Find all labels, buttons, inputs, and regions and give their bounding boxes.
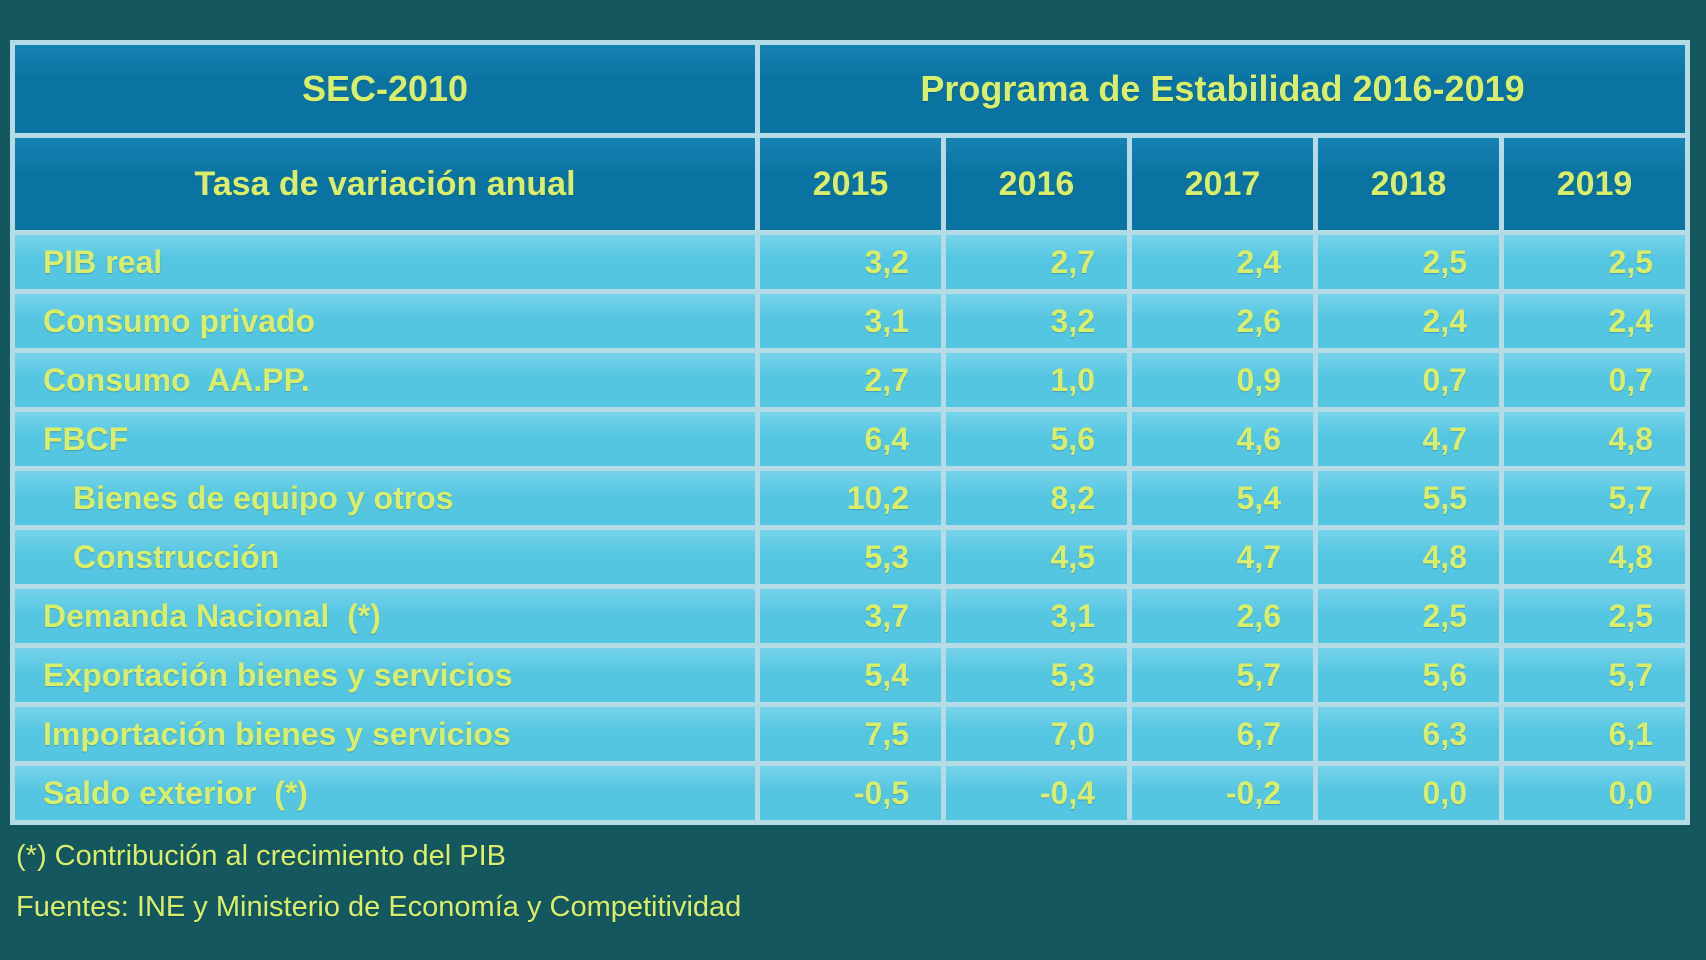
year-header-2016: 2016: [946, 138, 1127, 230]
table-row: [15, 707, 1685, 761]
value-cell: 2,5: [1318, 235, 1499, 289]
row-label: Demanda Nacional (*): [15, 589, 755, 643]
value-cell: 4,8: [1504, 412, 1685, 466]
value-cell: 3,7: [760, 589, 941, 643]
value-cell: 10,2: [760, 471, 941, 525]
value-cell: 2,4: [1504, 294, 1685, 348]
value-cell: 4,8: [1504, 530, 1685, 584]
table-row: [15, 648, 1685, 702]
value-cell: 2,5: [1504, 235, 1685, 289]
value-cell: 6,3: [1318, 707, 1499, 761]
value-cell: 2,5: [1504, 589, 1685, 643]
value-cell: 1,0: [946, 353, 1127, 407]
value-cell: 5,5: [1318, 471, 1499, 525]
value-cell: 3,2: [760, 235, 941, 289]
value-cell: 5,7: [1504, 471, 1685, 525]
value-cell: 3,2: [946, 294, 1127, 348]
value-cell: 5,6: [1318, 648, 1499, 702]
value-cell: 5,7: [1504, 648, 1685, 702]
value-cell: 0,0: [1318, 766, 1499, 820]
table-row: [15, 353, 1685, 407]
value-cell: 6,7: [1132, 707, 1313, 761]
value-cell: 0,9: [1132, 353, 1313, 407]
table-row: [15, 412, 1685, 466]
row-header-tasa-variacion: Tasa de variación anual: [15, 138, 755, 230]
row-label: Saldo exterior (*): [15, 766, 755, 820]
value-cell: -0,5: [760, 766, 941, 820]
value-cell: 6,4: [760, 412, 941, 466]
value-cell: 2,7: [946, 235, 1127, 289]
value-cell: -0,4: [946, 766, 1127, 820]
value-cell: 8,2: [946, 471, 1127, 525]
value-cell: 2,6: [1132, 589, 1313, 643]
row-label: Exportación bienes y servicios: [15, 648, 755, 702]
row-label: Importación bienes y servicios: [15, 707, 755, 761]
table-row: [15, 530, 1685, 584]
value-cell: 4,7: [1318, 412, 1499, 466]
value-cell: 5,7: [1132, 648, 1313, 702]
value-cell: -0,2: [1132, 766, 1313, 820]
table-row: [15, 294, 1685, 348]
value-cell: 2,4: [1318, 294, 1499, 348]
table-row: [15, 471, 1685, 525]
row-label: Consumo privado: [15, 294, 755, 348]
table-title-programa-estabilidad: Programa de Estabilidad 2016-2019: [760, 45, 1685, 133]
year-header-2015: 2015: [760, 138, 941, 230]
footnotes: [16, 842, 741, 944]
year-header-2018: 2018: [1318, 138, 1499, 230]
value-cell: 5,4: [1132, 471, 1313, 525]
year-header-row: [15, 138, 1685, 230]
value-cell: 2,7: [760, 353, 941, 407]
footnote-contribution: (*) Contribución al crecimiento del PIB: [16, 840, 506, 872]
row-label: PIB real: [15, 235, 755, 289]
value-cell: 2,4: [1132, 235, 1313, 289]
table-row: [15, 235, 1685, 289]
value-cell: 5,4: [760, 648, 941, 702]
value-cell: 3,1: [946, 589, 1127, 643]
value-cell: 4,6: [1132, 412, 1313, 466]
year-header-2019: 2019: [1504, 138, 1685, 230]
value-cell: 7,0: [946, 707, 1127, 761]
value-cell: 2,5: [1318, 589, 1499, 643]
value-cell: 4,8: [1318, 530, 1499, 584]
footnote-sources: Fuentes: INE y Ministerio de Economía y Competitividad: [16, 891, 742, 923]
row-label: Consumo AA.PP.: [15, 353, 755, 407]
value-cell: 7,5: [760, 707, 941, 761]
row-label: FBCF: [15, 412, 755, 466]
table-title-sec2010: SEC-2010: [15, 45, 755, 133]
value-cell: 6,1: [1504, 707, 1685, 761]
row-label: Construcción: [15, 530, 755, 584]
value-cell: 0,0: [1504, 766, 1685, 820]
row-label: Bienes de equipo y otros: [15, 471, 755, 525]
value-cell: 5,3: [946, 648, 1127, 702]
value-cell: 4,7: [1132, 530, 1313, 584]
value-cell: 2,6: [1132, 294, 1313, 348]
value-cell: 0,7: [1504, 353, 1685, 407]
table-row: [15, 589, 1685, 643]
year-header-2017: 2017: [1132, 138, 1313, 230]
value-cell: 3,1: [760, 294, 941, 348]
title-row: [15, 45, 1685, 133]
value-cell: 0,7: [1318, 353, 1499, 407]
value-cell: 4,5: [946, 530, 1127, 584]
stability-table: [10, 40, 1690, 825]
table-row: [15, 766, 1685, 820]
value-cell: 5,6: [946, 412, 1127, 466]
value-cell: 5,3: [760, 530, 941, 584]
